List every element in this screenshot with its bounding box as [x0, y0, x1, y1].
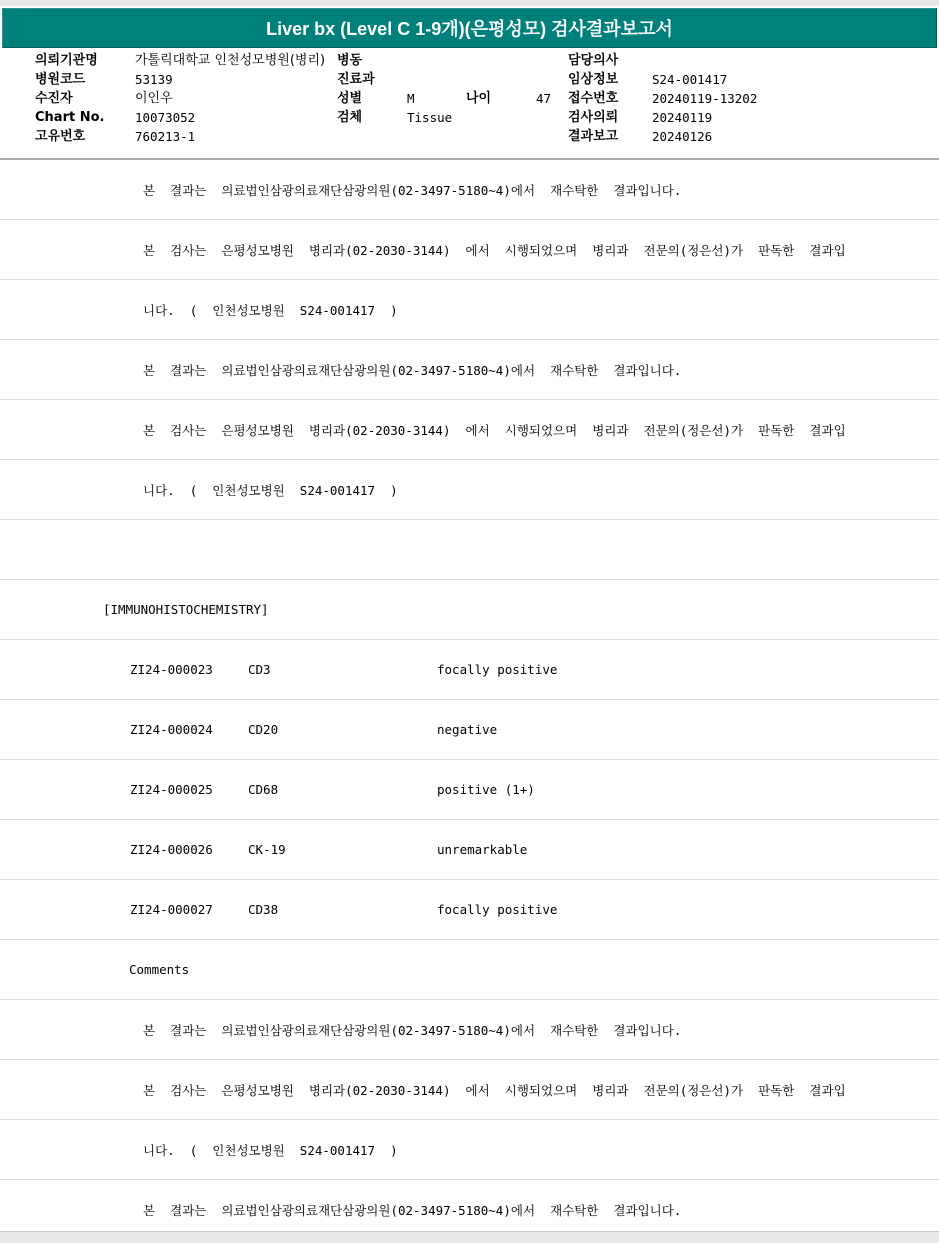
field-label: 접수번호 — [568, 91, 619, 106]
field-patient-name — [35, 89, 325, 108]
field-accession-no — [568, 89, 757, 108]
field-value-sex: M — [407, 91, 415, 106]
antibody-name: CD3 — [248, 662, 271, 677]
report-row-result — [0, 820, 939, 880]
field-label: Chart No. — [35, 110, 105, 125]
antibody-name: CK-19 — [248, 842, 286, 857]
report-row-note — [0, 220, 939, 280]
report-row-note — [0, 280, 939, 340]
note-text: 니다. ( 인천성모병원 S24-001417 ) — [143, 482, 398, 498]
report-body — [0, 160, 939, 1240]
specimen-code: ZI24-000024 — [130, 722, 213, 737]
field-ward — [337, 51, 551, 70]
specimen-code: ZI24-000027 — [130, 902, 213, 917]
comments-label: Comments — [129, 962, 190, 977]
report-row-result — [0, 640, 939, 700]
field-chart-no — [35, 108, 325, 127]
result-value: negative — [437, 722, 498, 737]
note-text: 니다. ( 인천성모병원 S24-001417 ) — [143, 1142, 398, 1158]
antibody-name: CD68 — [248, 782, 279, 797]
note-text: 본 결과는 의료법인삼광의료재단삼광의원(02-3497-5180~4)에서 재수탁한 결과입니다. — [143, 182, 682, 198]
report-row-note — [0, 460, 939, 520]
field-value: 10073052 — [135, 110, 196, 125]
report-row-note — [0, 1000, 939, 1060]
field-value: 20240119-13202 — [652, 91, 758, 106]
field-value: 53139 — [135, 72, 173, 87]
field-attending-doctor — [568, 51, 757, 70]
note-text: 본 결과는 의료법인삼광의료재단삼광의원(02-3497-5180~4)에서 재수탁한 결과입니다. — [143, 362, 682, 378]
field-value: S24-001417 — [652, 72, 728, 87]
patient-info-right-column — [568, 51, 757, 146]
report-row-section-header — [0, 580, 939, 640]
report-row-comments-header — [0, 940, 939, 1000]
field-label: 검사의뢰 — [568, 110, 619, 125]
report-row-note — [0, 400, 939, 460]
note-text: 본 검사는 은평성모병원 병리과(02-2030-3144) 에서 시행되었으며 병리과 전문의(정은선)가 판독한 결과입 — [143, 242, 846, 258]
field-value: 20240126 — [652, 129, 713, 144]
field-label: 담당의사 — [568, 53, 619, 68]
report-row-empty — [0, 520, 939, 580]
field-label: 병동 — [337, 53, 363, 68]
report-row-note — [0, 1120, 939, 1180]
field-value: 가톨릭대학교 인천성모병원(병리) — [135, 53, 326, 68]
section-title: [IMMUNOHISTOCHEMISTRY] — [103, 602, 269, 617]
report-row-result — [0, 760, 939, 820]
field-value-age: 47 — [536, 91, 552, 106]
field-label: 결과보고 — [568, 129, 619, 144]
field-label: 의뢰기관명 — [35, 53, 98, 68]
field-hospital-code — [35, 70, 325, 89]
field-label: 검체 — [337, 110, 363, 125]
field-label-age: 나이 — [466, 91, 492, 106]
field-unique-no — [35, 127, 325, 146]
field-value: 760213-1 — [135, 129, 196, 144]
field-label: 병원코드 — [35, 72, 86, 87]
horizontal-scrollbar[interactable] — [0, 1231, 939, 1243]
field-label: 성별 — [337, 91, 363, 106]
field-report-date — [568, 127, 757, 146]
note-text: 본 검사는 은평성모병원 병리과(02-2030-3144) 에서 시행되었으며 병리과 전문의(정은선)가 판독한 결과입 — [143, 1082, 846, 1098]
field-value: 20240119 — [652, 110, 713, 125]
antibody-name: CD38 — [248, 902, 279, 917]
field-label: 수진자 — [35, 91, 73, 106]
report-row-note — [0, 160, 939, 220]
field-order-date — [568, 108, 757, 127]
antibody-name: CD20 — [248, 722, 279, 737]
field-value: 이인우 — [135, 91, 173, 106]
field-clinical-info — [568, 70, 757, 89]
specimen-code: ZI24-000025 — [130, 782, 213, 797]
result-value: focally positive — [437, 662, 558, 677]
field-requesting-org — [35, 51, 325, 70]
report-row-note — [0, 340, 939, 400]
report-row-result — [0, 880, 939, 940]
result-value: positive (1+) — [437, 782, 535, 797]
field-department — [337, 70, 551, 89]
page-title: Liver bx (Level C 1-9개)(은평성모) 검사결과보고서 — [266, 19, 673, 39]
report-row-result — [0, 700, 939, 760]
note-text: 본 결과는 의료법인삼광의료재단삼광의원(02-3497-5180~4)에서 재수탁한 결과입니다. — [143, 1022, 682, 1038]
field-label: 임상정보 — [568, 72, 619, 87]
report-row-note — [0, 1060, 939, 1120]
note-text: 본 검사는 은평성모병원 병리과(02-2030-3144) 에서 시행되었으며 병리과 전문의(정은선)가 판독한 결과입 — [143, 422, 846, 438]
patient-info-panel — [0, 48, 939, 158]
field-specimen — [337, 108, 551, 127]
result-value: focally positive — [437, 902, 558, 917]
patient-info-middle-column — [337, 51, 551, 127]
note-text: 니다. ( 인천성모병원 S24-001417 ) — [143, 302, 398, 318]
patient-info-left-column — [35, 51, 325, 146]
result-value: unremarkable — [437, 842, 528, 857]
specimen-code: ZI24-000026 — [130, 842, 213, 857]
field-sex-age — [337, 89, 551, 108]
report-title-banner — [2, 8, 937, 48]
top-strip — [0, 0, 939, 8]
field-label: 고유번호 — [35, 129, 86, 144]
field-label: 진료과 — [337, 72, 375, 87]
note-text: 본 결과는 의료법인삼광의료재단삼광의원(02-3497-5180~4)에서 재수탁한 결과입니다. — [143, 1202, 682, 1218]
specimen-code: ZI24-000023 — [130, 662, 213, 677]
field-value: Tissue — [407, 110, 453, 125]
